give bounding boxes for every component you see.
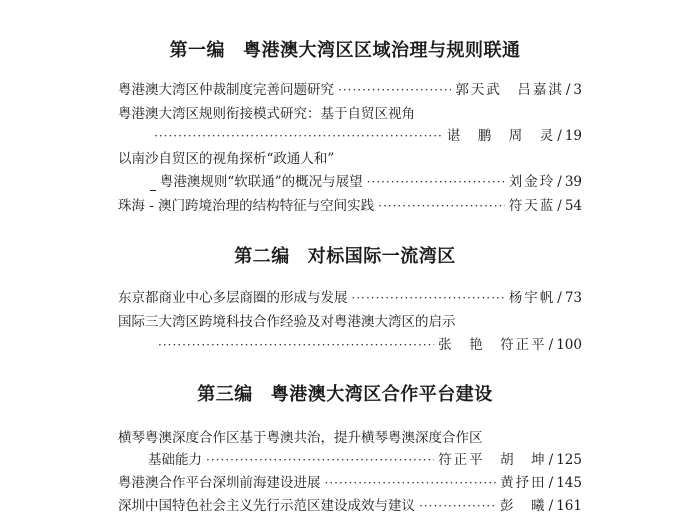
entry-page: 100 [556, 337, 582, 353]
leader-dots [352, 288, 505, 308]
toc-entry-subtitle-line[interactable] [150, 172, 582, 192]
toc-entry-leader-line[interactable] [118, 335, 582, 355]
toc-entry-leader-line[interactable] [118, 126, 582, 146]
toc-entry-leader-line[interactable] [118, 450, 582, 470]
leader-dots [325, 473, 497, 493]
separator: / [557, 174, 562, 190]
section-name: 粤港澳大湾区区域治理与规则联通 [243, 40, 521, 61]
entry-title: 粤港澳合作平台深圳前海建设进展 [118, 475, 321, 491]
entry-page: 161 [556, 498, 582, 514]
entry-author: 符天蓝 [508, 198, 556, 214]
section-name: 对标国际一流湾区 [307, 246, 456, 267]
section-title [0, 242, 690, 268]
section-number: 第二编 [234, 246, 290, 267]
leader-dots [378, 196, 505, 216]
entry-page: 3 [573, 82, 582, 98]
leader-dots [206, 450, 434, 470]
separator: / [565, 82, 571, 98]
entry-page: 39 [564, 174, 582, 190]
entry-title-continued: 基础能力 [148, 452, 202, 468]
entry-page: 19 [564, 128, 582, 144]
section-title [0, 36, 690, 62]
section-name: 粤港澳大湾区合作平台建设 [270, 384, 493, 405]
toc-entry-title-line[interactable] [118, 149, 582, 169]
entry-page: 145 [556, 475, 582, 491]
section-title [0, 380, 690, 406]
entry-author: 杨宇帆 [508, 290, 556, 306]
separator: / [557, 290, 562, 306]
leader-dots [419, 496, 496, 516]
entry-subtitle: 粤港澳规则“软联通”的概况与展望 [159, 174, 363, 190]
entry-title: 珠海 - 澳门跨境治理的结构特征与空间实践 [118, 198, 375, 214]
toc-entry[interactable] [118, 288, 582, 308]
separator: / [557, 128, 562, 144]
entry-author: 刘金玲 [508, 174, 556, 190]
entry-page: 54 [564, 198, 582, 214]
toc-entry[interactable] [118, 496, 582, 516]
separator: / [557, 198, 562, 214]
entry-title: 以南沙自贸区的视角探析“政通人和” [118, 151, 335, 167]
entry-title: 国际三大湾区跨境科技合作经验及对粤港澳大湾区的启示 [118, 314, 456, 330]
toc-entry-title-line[interactable] [118, 312, 582, 332]
entry-page: 73 [564, 290, 582, 306]
toc-entry[interactable] [118, 80, 582, 100]
separator: / [548, 452, 554, 468]
toc-entry-title-line[interactable] [118, 428, 582, 448]
separator: / [548, 475, 554, 491]
entry-author: 张 艳 符正平 [438, 337, 547, 353]
toc-entry[interactable] [118, 196, 582, 216]
leader-dots [367, 172, 505, 192]
entry-author: 郭天武 吕嘉淇 [455, 82, 564, 98]
entry-author: 黄抒田 [500, 475, 547, 491]
leader-dots [158, 335, 434, 355]
entry-title: 粤港澳大湾区规则衔接模式研究：基于自贸区视角 [118, 106, 415, 122]
entry-page: 125 [556, 452, 582, 468]
em-dash [150, 190, 156, 191]
entry-title: 深圳中国特色社会主义先行示范区建设成效与建议 [118, 498, 415, 514]
toc-entry-title-line[interactable] [118, 104, 582, 124]
entry-title: 横琴粤澳深度合作区基于粤澳共治，提升横琴粤澳深度合作区 [118, 430, 483, 446]
entry-author: 谌 鹏 周 灵 [446, 128, 556, 144]
toc-entry[interactable] [118, 473, 582, 493]
section-number: 第三编 [197, 384, 253, 405]
entry-author: 符正平 胡 坤 [438, 452, 547, 468]
leader-dots [154, 126, 443, 146]
entry-author: 彭 曦 [500, 498, 547, 514]
separator: / [548, 337, 554, 353]
entry-title: 东京都商业中心多层商圈的形成与发展 [118, 290, 348, 306]
separator: / [548, 498, 554, 514]
leader-dots [338, 80, 451, 100]
section-number: 第一编 [169, 40, 225, 61]
entry-title: 粤港澳大湾区仲裁制度完善问题研究 [118, 82, 334, 98]
